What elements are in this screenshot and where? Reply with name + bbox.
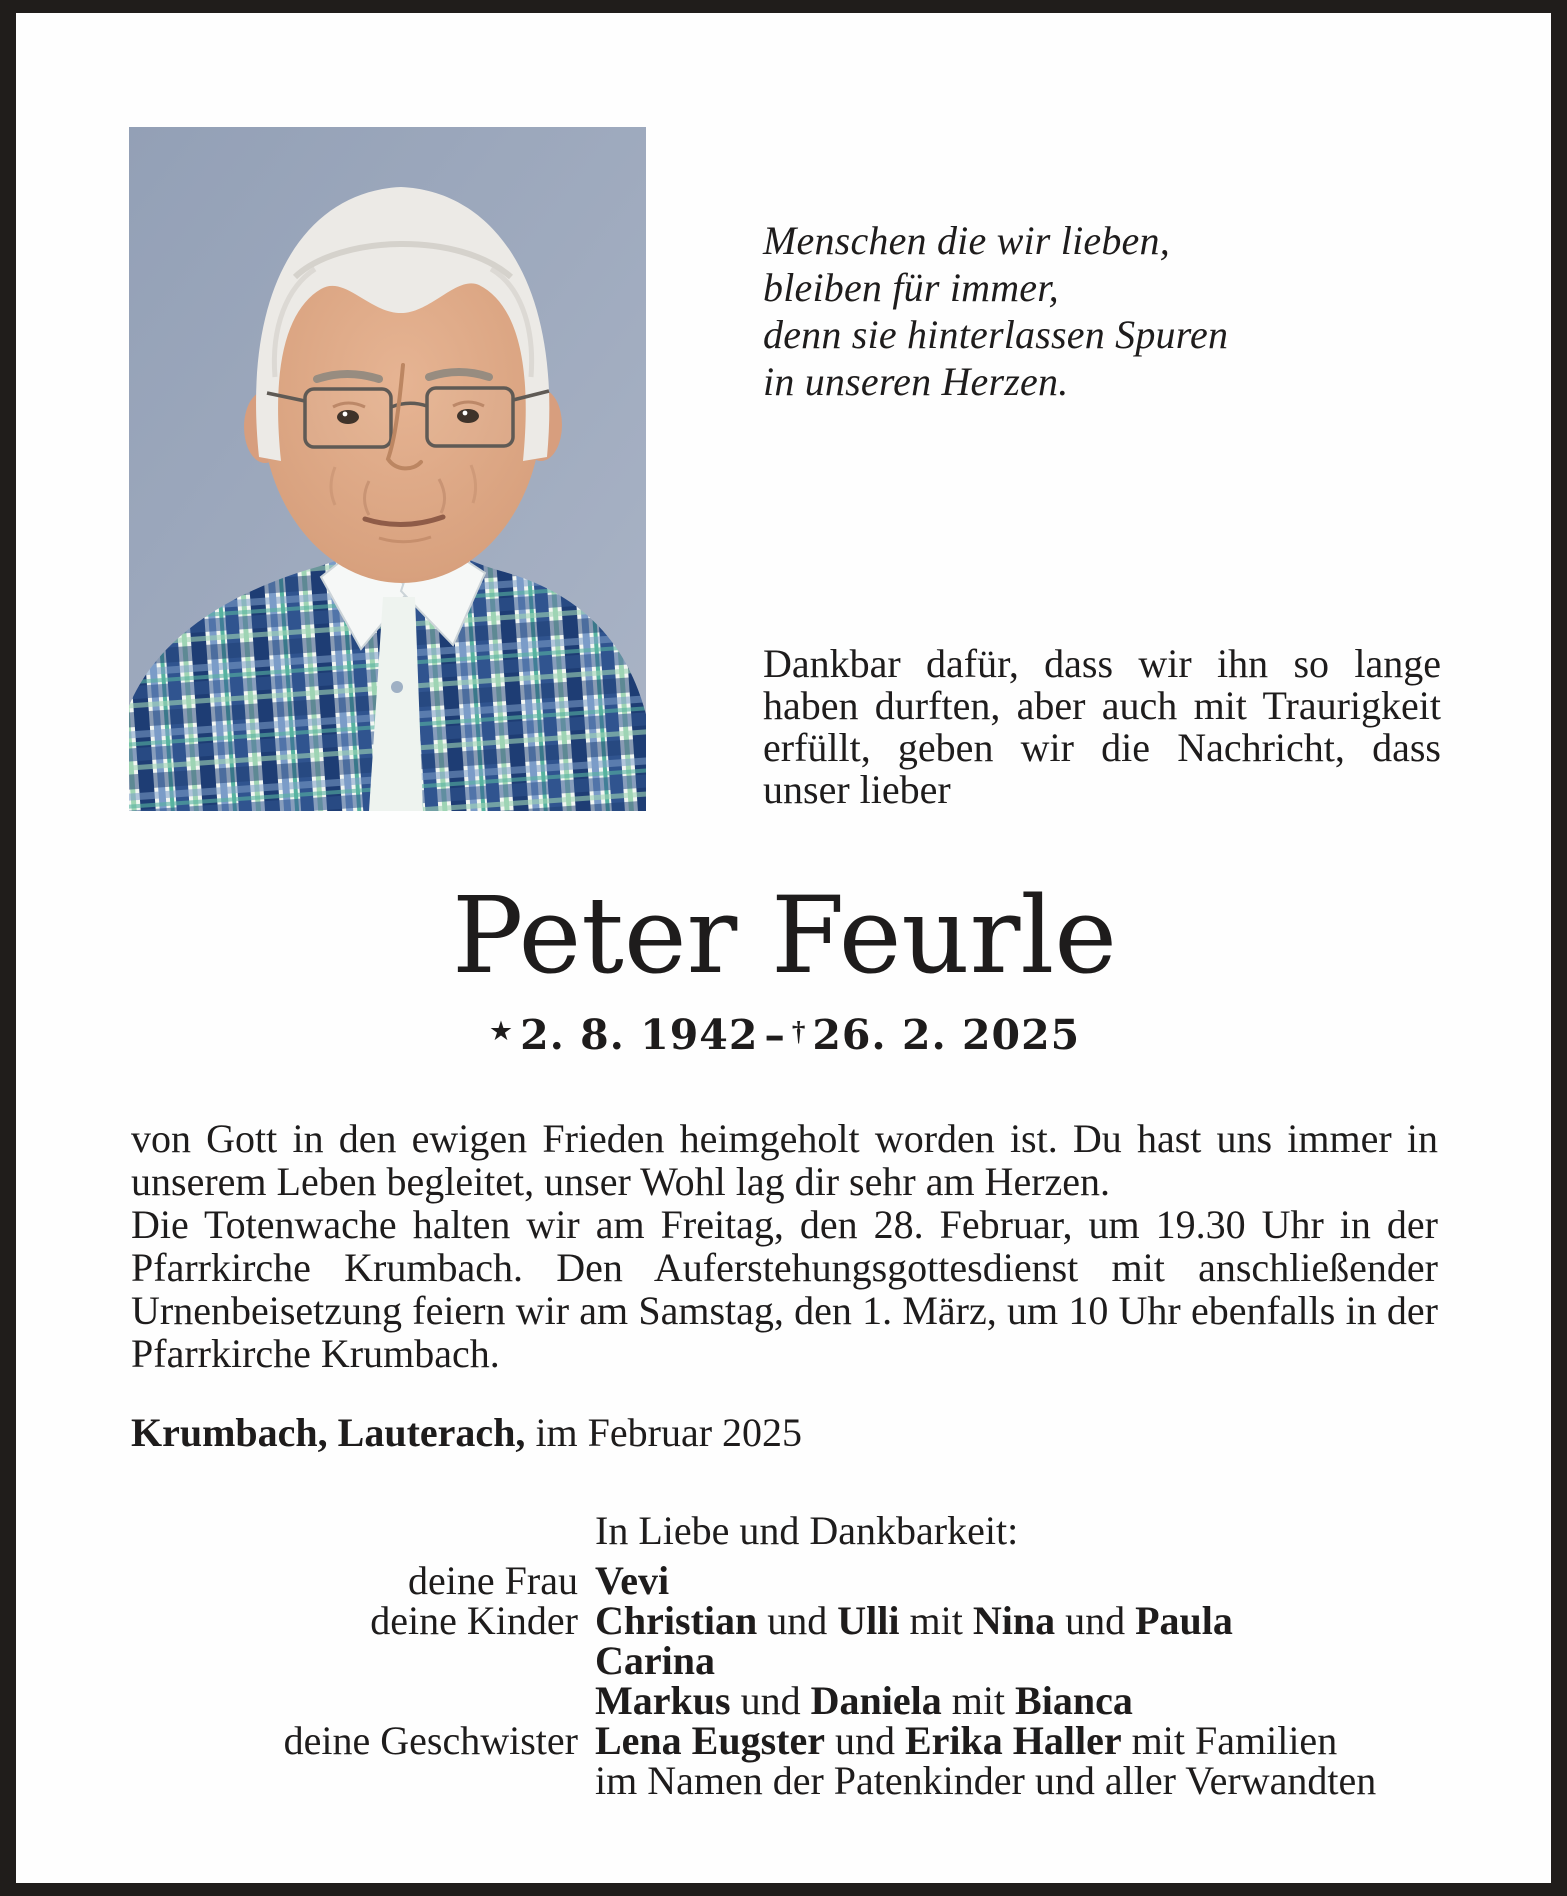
family-names [595,1638,715,1683]
death-cross-icon: † [791,1016,807,1046]
shirt-button [391,681,403,693]
family-member-name: Erika Haller [905,1718,1122,1763]
family-member-name: Paula [1135,1598,1233,1643]
family-connector-text: und [1055,1598,1136,1643]
family-connector-text: mit Familien [1121,1718,1338,1763]
portrait-photo [129,127,646,811]
announcement-paragraphs [131,1117,1438,1375]
family-relation-label: deine Kinder [370,1598,578,1643]
family-row [131,1678,1451,1723]
family-names [595,1558,670,1603]
family-member-name: Ulli [837,1598,900,1643]
announcement-paragraph: von Gott in den ewigen Frieden heimgeholt worden ist. Du hast uns immer in unserem Leben begleitet, unser Wohl lag dir sehr am Herzen. [131,1116,1438,1204]
poem-line: in unseren Herzen. [763,359,1069,404]
family-member-name: Lena Eugster [595,1718,825,1763]
intro-paragraph: Dankbar dafür, dass wir ihn so lange haben durften, aber auch mit Traurigkeit erfüllt, geben wir die Nachricht, dass unser lieber [763,641,1441,812]
family-relation-label: deine Geschwister [283,1718,578,1763]
family-member-name: Bianca [1015,1678,1133,1723]
dateline [131,1411,1438,1455]
poem-line: bleiben für immer, [763,265,1059,310]
family-member-name: Daniela [810,1678,942,1723]
dateline-date: im Februar 2025 [535,1410,803,1455]
deceased-name: Peter Feurle [451,874,1118,997]
dates-separator: – [764,1011,786,1059]
closing-heading: In Liebe und Dankbarkeit: [595,1508,1019,1553]
family-names [595,1598,1233,1643]
family-connector-text: und [757,1598,838,1643]
dateline-places: Krumbach, Lauterach, [131,1410,526,1455]
family-relation-label: deine Frau [408,1558,578,1603]
poem-line: denn sie hinterlassen Spuren [763,312,1229,357]
family-member-name: Carina [595,1638,715,1683]
memorial-poem [763,217,1228,405]
obituary-page [16,13,1551,1883]
family-connector-text: und [730,1678,811,1723]
family-member-name: Vevi [595,1558,670,1603]
family-member-name: Christian [595,1598,758,1643]
portrait-illustration [129,127,646,811]
family-row [131,1758,1451,1803]
family-member-name: Markus [595,1678,731,1723]
family-member-name: Nina [972,1598,1056,1643]
death-date: 26. 2. 2025 [812,1011,1081,1059]
announcement-paragraph: Die Totenwache halten wir am Freitag, den 28. Februar, um 19.30 Uhr in der Pfarrkirche Krumbach. Den Auferstehungsgottesdienst mit anschließender Urnenbeisetzung feiern wir am Samstag, den 1. März, um 10 Uhr ebenfalls in der Pfarrkirche Krumbach. [131,1202,1438,1376]
family-list [131,1558,1451,1803]
birth-star-icon: ★ [488,1016,515,1046]
family-names [595,1758,1377,1803]
life-dates [131,1008,1438,1058]
family-names [595,1678,1133,1723]
family-connector-text: im Namen der Patenkinder und aller Verwandten [595,1758,1377,1803]
family-row [131,1638,1451,1683]
family-row [131,1598,1451,1643]
family-names [595,1718,1338,1763]
birth-date: 2. 8. 1942 [520,1011,759,1059]
family-connector-text: mit [941,1678,1016,1723]
family-row [131,1558,1451,1603]
poem-line: Menschen die wir lieben, [763,218,1170,263]
family-row [131,1718,1451,1763]
family-connector-text: mit [899,1598,973,1643]
family-connector-text: und [825,1718,905,1763]
